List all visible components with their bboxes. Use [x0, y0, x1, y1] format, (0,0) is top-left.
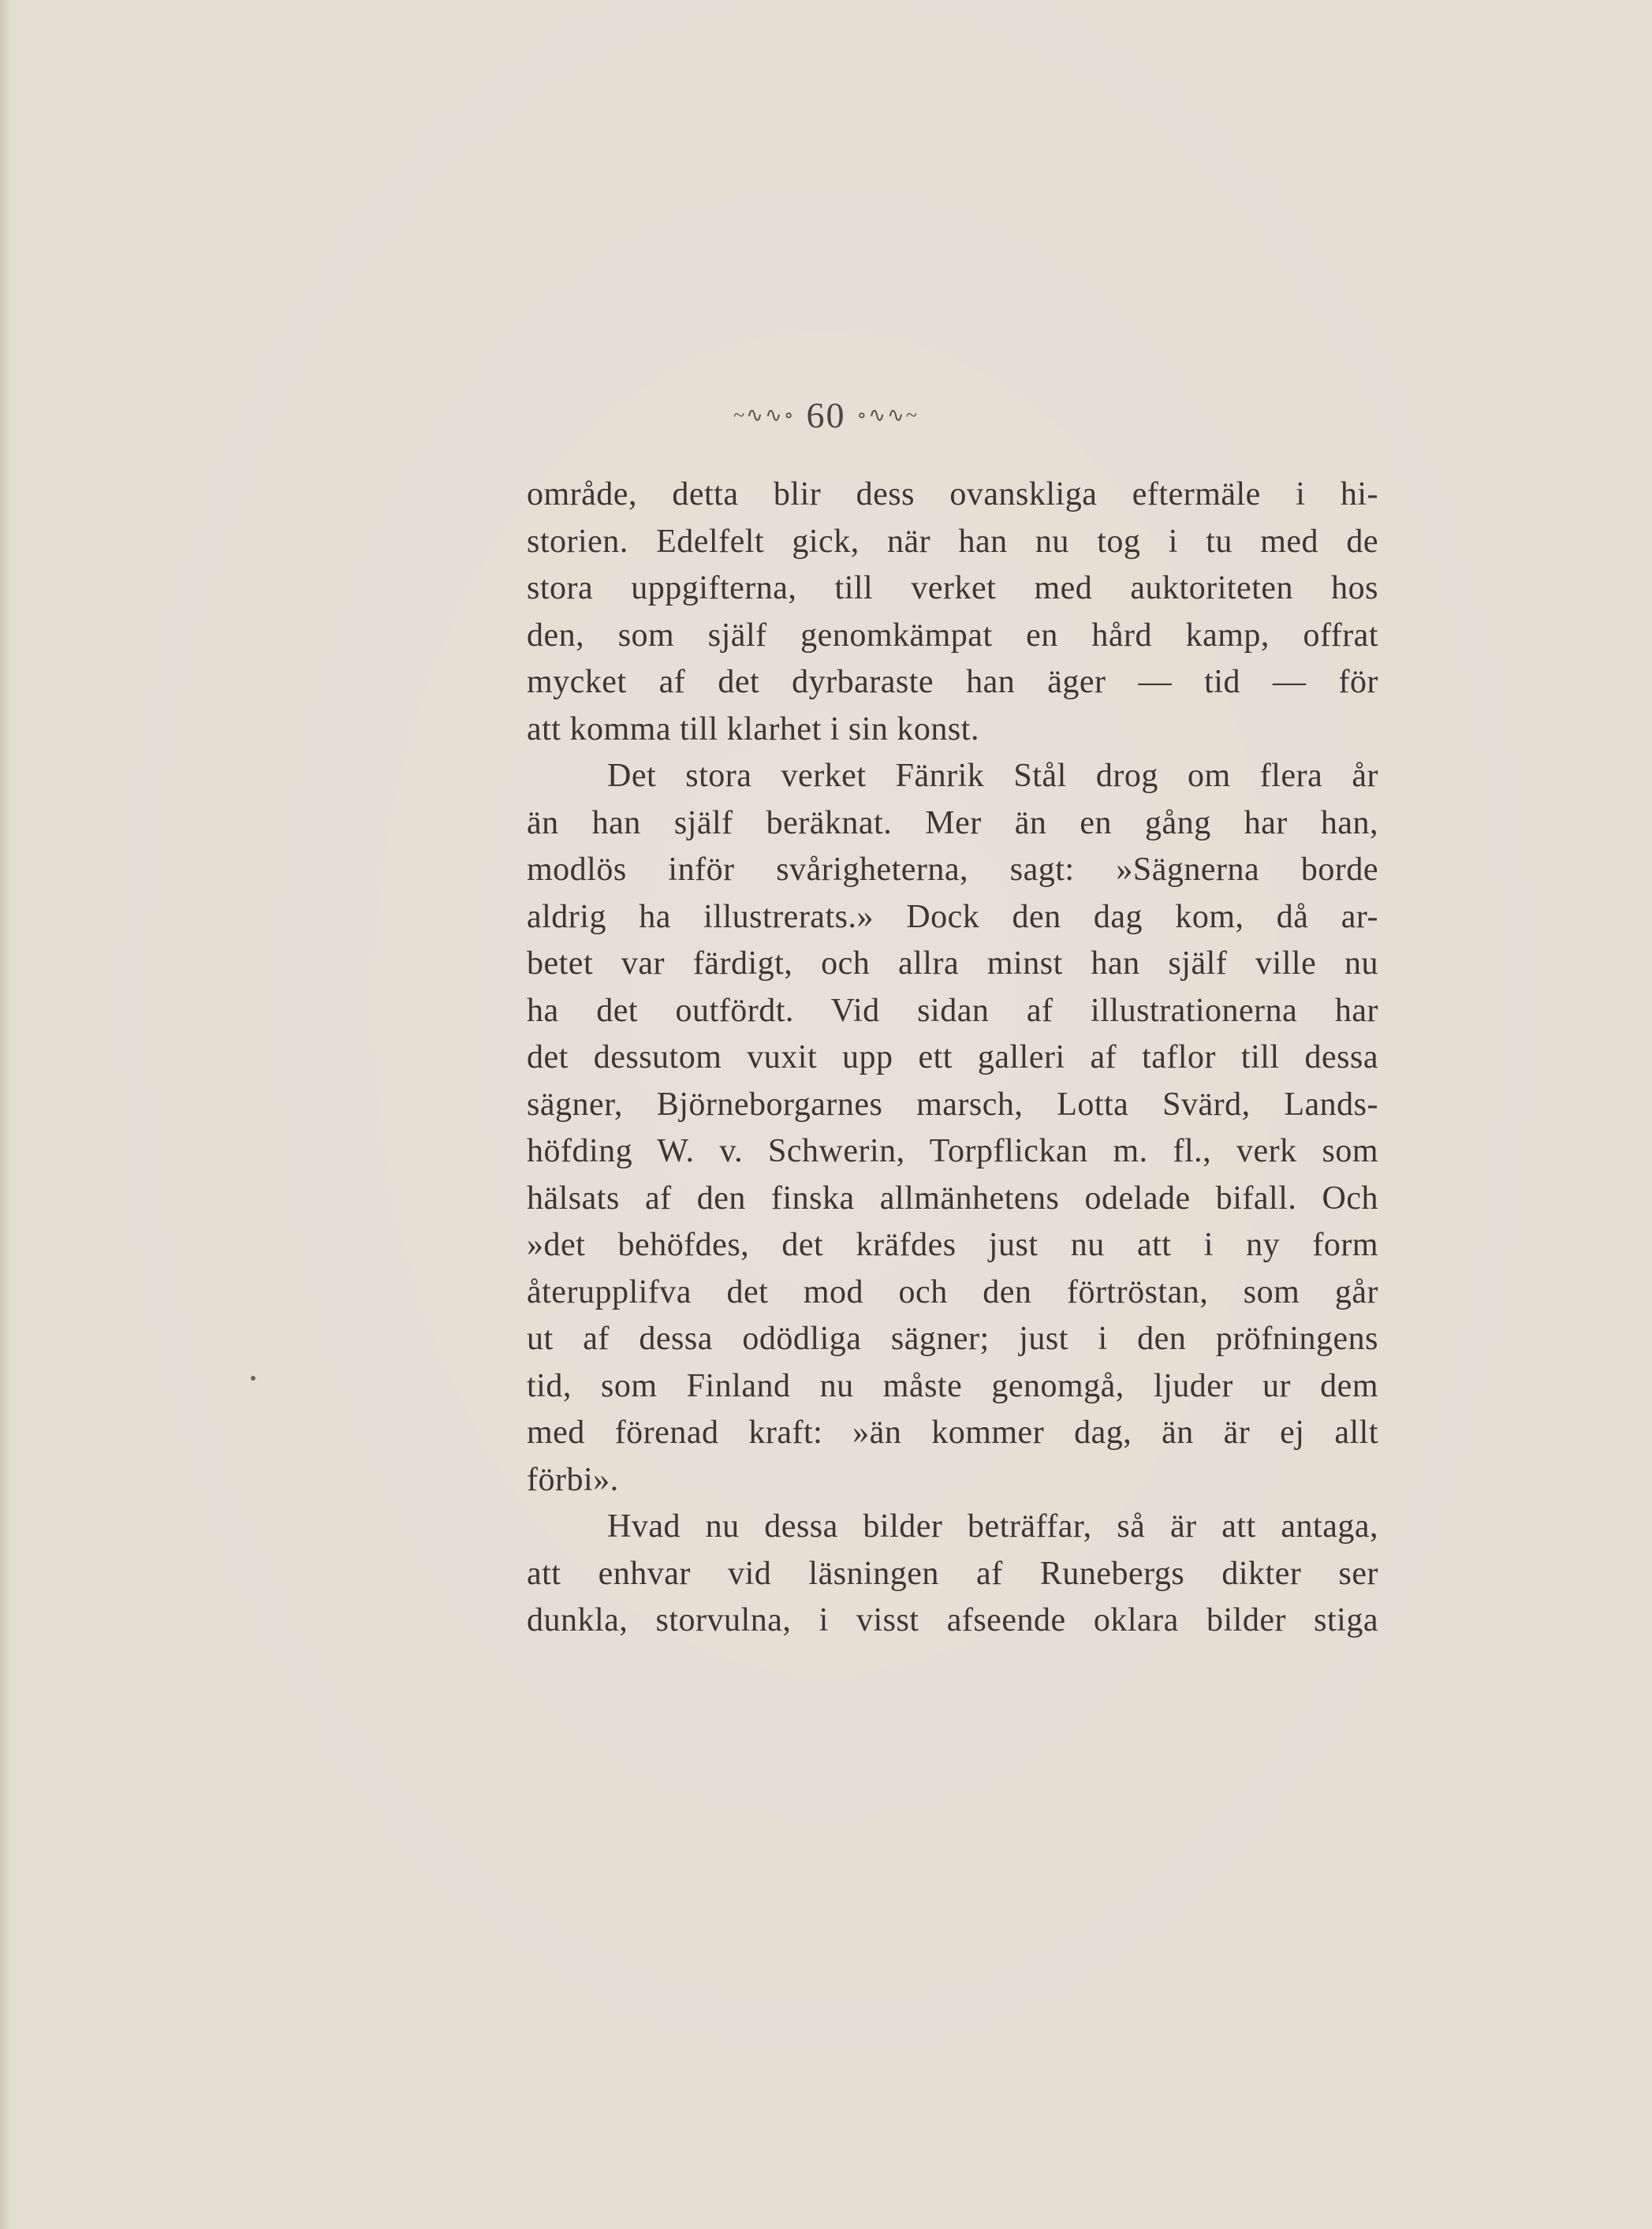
text-line: den, som själf genomkämpat en hård kamp, offrat [527, 617, 1378, 654]
text-line: att enhvar vid läsningen af Runebergs dikter ser [527, 1555, 1378, 1592]
text-line: att komma till klarhet i sin konst. [527, 710, 979, 747]
text-line: »det behöfdes, det kräfdes just nu att i ny form [527, 1227, 1378, 1263]
paper-speck [251, 1376, 255, 1381]
page-binding-edge [0, 0, 11, 2229]
left-ornament-icon: ~∿∿∘ [733, 404, 796, 427]
text-line: Hvad nu dessa bilder beträffar, så är att antaga, [607, 1508, 1378, 1545]
text-line: ha det outfördt. Vid sidan af illustrationerna har [527, 992, 1378, 1029]
text-line: Det stora verket Fänrik Stål drog om flera år [607, 758, 1378, 794]
right-ornament-icon: ∘∿∿~ [856, 404, 919, 427]
page-number: 60 [806, 395, 846, 435]
text-line: tid, som Finland nu måste genomgå, ljuder ur dem [527, 1367, 1378, 1404]
text-line: dunkla, storvulna, i visst afseende oklara bilder stiga [527, 1602, 1378, 1638]
text-line: hälsats af den finska allmänhetens odelade bifall. Och [527, 1180, 1378, 1217]
text-line: betet var färdigt, och allra minst han själf ville nu [527, 945, 1378, 982]
text-line: storien. Edelfelt gick, när han nu tog i tu med de [527, 523, 1378, 560]
text-line: område, detta blir dess ovanskliga eftermäle i hi- [527, 476, 1378, 513]
text-line: förbi». [527, 1461, 619, 1498]
text-line: det dessutom vuxit upp ett galleri af taflor till dessa [527, 1039, 1378, 1075]
text-line: höfding W. v. Schwerin, Torpflickan m. fl., verk som [527, 1133, 1378, 1169]
text-line: sägner, Björneborgarnes marsch, Lotta Svärd, Lands- [527, 1086, 1378, 1123]
text-line: med förenad kraft: »än kommer dag, än är ej allt [527, 1415, 1378, 1451]
text-line: aldrig ha illustrerats.» Dock den dag kom, då ar- [527, 898, 1378, 935]
text-line: ut af dessa odödliga sägner; just i den pröfningens [527, 1321, 1378, 1357]
page-header [0, 394, 1652, 436]
text-line: mycket af det dyrbaraste han äger — tid — för [527, 664, 1378, 700]
text-line: modlös inför svårigheterna, sagt: »Sägnerna borde [527, 852, 1378, 888]
body-text [527, 472, 1378, 1645]
text-line: än han själf beräknat. Mer än en gång har han, [527, 804, 1378, 841]
text-line: stora uppgifterna, till verket med auktoriteten hos [527, 570, 1378, 606]
text-line: återupplifva det mod och den förtröstan, som går [527, 1273, 1378, 1310]
